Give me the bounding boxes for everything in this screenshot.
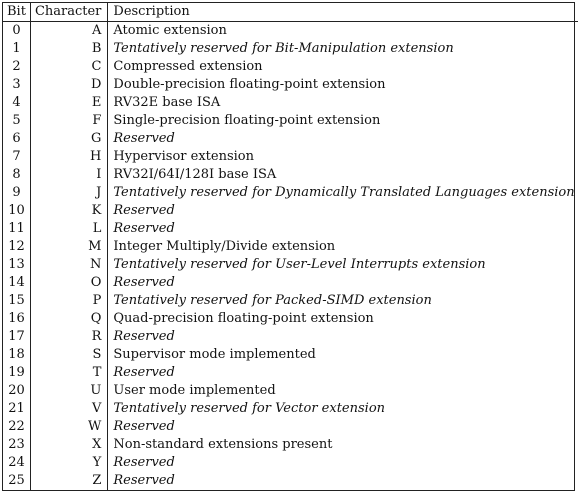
character-cell: J [30, 184, 107, 202]
character-cell: K [30, 202, 107, 220]
bit-cell: 3 [3, 76, 30, 94]
description-cell: Reserved [113, 365, 175, 380]
table-row [3, 436, 578, 454]
table-row [3, 238, 578, 256]
description-cell: Tentatively reserved for Bit-Manipulation extension [113, 41, 454, 56]
character-cell: B [30, 40, 107, 58]
character-cell: Z [30, 472, 107, 490]
bit-cell: 8 [3, 166, 30, 184]
bit-cell: 10 [3, 202, 30, 220]
character-cell: C [30, 58, 107, 76]
table-row [3, 382, 578, 400]
description-cell: Quad-precision floating-point extension [113, 311, 374, 326]
character-cell: I [30, 166, 107, 184]
description-cell: Compressed extension [113, 59, 263, 74]
bit-cell: 1 [3, 40, 30, 58]
bit-cell: 24 [3, 454, 30, 472]
bit-cell: 19 [3, 364, 30, 382]
character-cell: Q [30, 310, 107, 328]
table-row [3, 112, 578, 130]
bit-cell: 7 [3, 148, 30, 166]
bit-cell: 14 [3, 274, 30, 292]
table-row [3, 292, 578, 310]
character-cell: H [30, 148, 107, 166]
description-cell: Hypervisor extension [113, 149, 254, 164]
header-description: Description [108, 3, 578, 22]
bit-cell: 25 [3, 472, 30, 490]
bit-cell: 13 [3, 256, 30, 274]
description-cell: RV32E base ISA [113, 95, 221, 110]
header-character: Character [30, 3, 107, 22]
description-cell: Reserved [113, 329, 175, 344]
table-row [3, 94, 578, 112]
table-row [3, 418, 578, 436]
description-cell: User mode implemented [113, 383, 276, 398]
character-cell: G [30, 130, 107, 148]
bit-cell: 17 [3, 328, 30, 346]
bit-cell: 22 [3, 418, 30, 436]
character-cell: F [30, 112, 107, 130]
description-cell: Reserved [113, 473, 175, 488]
description-cell: Reserved [113, 221, 175, 236]
table-header [3, 3, 578, 22]
table-row [3, 184, 578, 202]
description-cell: Tentatively reserved for User-Level Interrupts extension [113, 257, 486, 272]
description-cell: Reserved [113, 455, 175, 470]
table-body [3, 22, 578, 491]
description-cell: Non-standard extensions present [113, 437, 333, 452]
character-cell: D [30, 76, 107, 94]
table-row [3, 148, 578, 166]
description-cell: Integer Multiply/Divide extension [113, 239, 336, 254]
table-row [3, 130, 578, 148]
character-cell: M [30, 238, 107, 256]
description-cell: Reserved [113, 203, 175, 218]
extension-table [3, 3, 578, 490]
table-row [3, 310, 578, 328]
character-cell: E [30, 94, 107, 112]
character-cell: T [30, 364, 107, 382]
description-cell: Supervisor mode implemented [113, 347, 316, 362]
bit-cell: 9 [3, 184, 30, 202]
bit-cell: 16 [3, 310, 30, 328]
character-cell: X [30, 436, 107, 454]
table-row [3, 58, 578, 76]
description-cell: RV32I/64I/128I base ISA [113, 167, 277, 182]
description-cell: Reserved [113, 131, 175, 146]
table-row [3, 76, 578, 94]
description-cell: Reserved [113, 419, 175, 434]
table-row [3, 22, 578, 41]
character-cell: N [30, 256, 107, 274]
character-cell: L [30, 220, 107, 238]
bit-cell: 2 [3, 58, 30, 76]
character-cell: A [30, 22, 107, 41]
header-row [3, 3, 578, 22]
bit-cell: 21 [3, 400, 30, 418]
bit-cell: 23 [3, 436, 30, 454]
description-cell: Reserved [113, 275, 175, 290]
header-bit: Bit [3, 3, 30, 22]
character-cell: O [30, 274, 107, 292]
character-cell: Y [30, 454, 107, 472]
character-cell: P [30, 292, 107, 310]
table-row [3, 328, 578, 346]
bit-cell: 20 [3, 382, 30, 400]
character-cell: S [30, 346, 107, 364]
bit-cell: 11 [3, 220, 30, 238]
table-row [3, 346, 578, 364]
bit-cell: 0 [3, 22, 30, 41]
description-cell: Tentatively reserved for Packed-SIMD extension [113, 293, 432, 308]
extension-table-frame [2, 2, 575, 491]
table-row [3, 454, 578, 472]
description-cell: Tentatively reserved for Dynamically Translated Languages extension [113, 185, 575, 200]
bit-cell: 15 [3, 292, 30, 310]
character-cell: V [30, 400, 107, 418]
bit-cell: 12 [3, 238, 30, 256]
description-cell: Single-precision floating-point extension [113, 113, 381, 128]
table-row [3, 166, 578, 184]
table-row [3, 202, 578, 220]
table-row [3, 274, 578, 292]
bit-cell: 6 [3, 130, 30, 148]
bit-cell: 4 [3, 94, 30, 112]
table-row [3, 364, 578, 382]
description-cell: Double-precision floating-point extension [113, 77, 386, 92]
table-row [3, 40, 578, 58]
description-cell: Atomic extension [113, 23, 227, 38]
table-row [3, 472, 578, 490]
table-row [3, 400, 578, 418]
bit-cell: 5 [3, 112, 30, 130]
table-row [3, 256, 578, 274]
description-cell: Tentatively reserved for Vector extension [113, 401, 386, 416]
character-cell: R [30, 328, 107, 346]
bit-cell: 18 [3, 346, 30, 364]
character-cell: W [30, 418, 107, 436]
table-row [3, 220, 578, 238]
character-cell: U [30, 382, 107, 400]
